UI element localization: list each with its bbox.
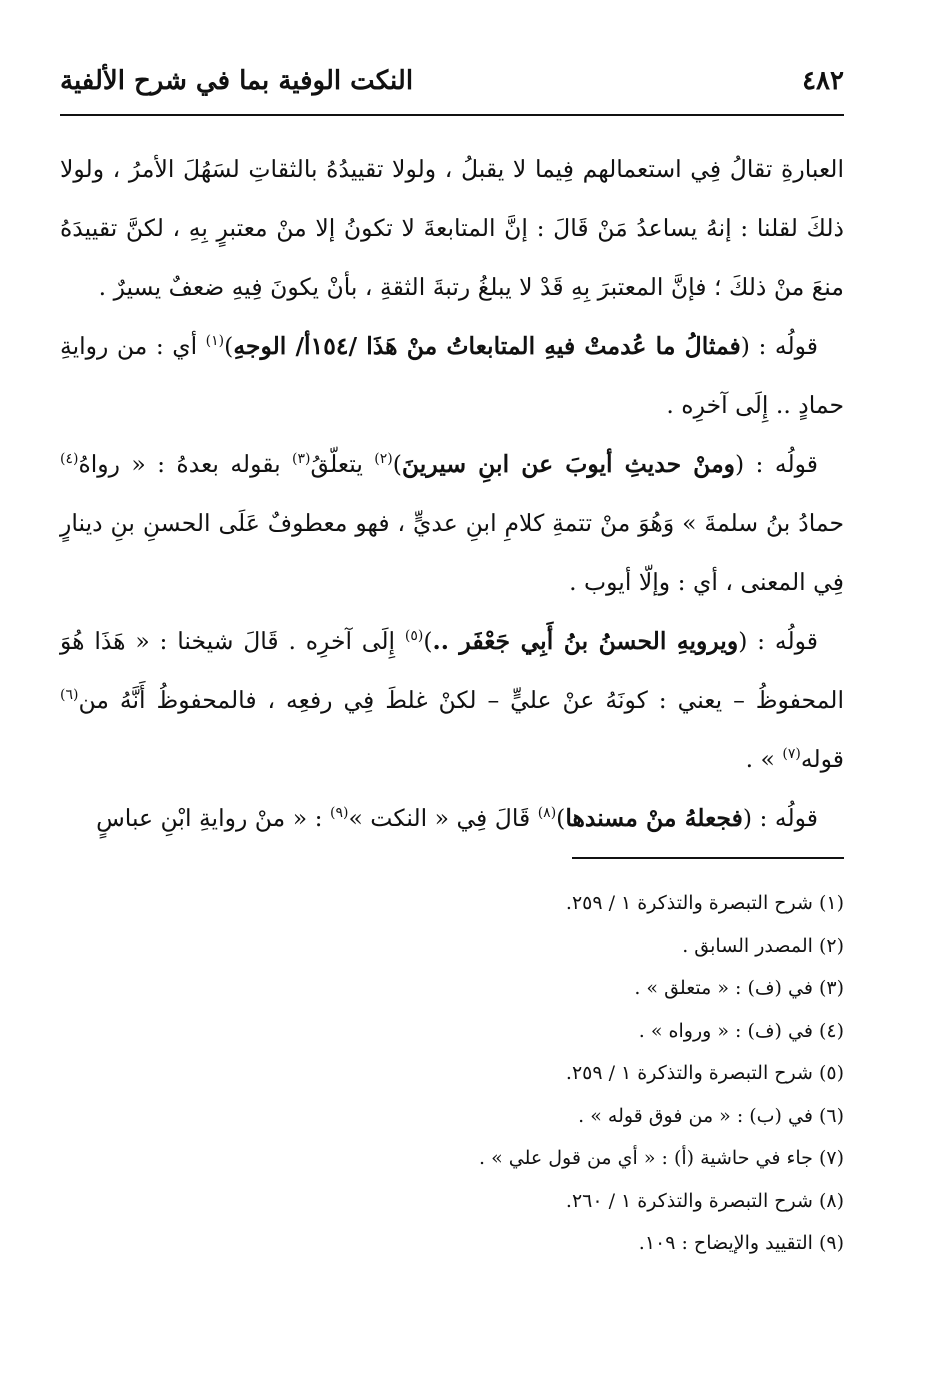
lemma-text: ومنْ حديثِ أيوبَ عن ابنِ سيرينَ [401, 450, 736, 478]
footnote-marker-6: (٦) [60, 687, 79, 704]
page-header [60, 62, 844, 106]
lemma-text: فمثالُ ما عُدمتْ فيهِ المتابعاتُ منْ هَذَا /١٥٤أ/ الوجهِ [233, 332, 741, 360]
footnote-number: (٣) [818, 977, 844, 999]
footnote-text: في (ب) : « من فوق قوله » . [578, 1104, 813, 1127]
lemma-intro: قولُه : ( [742, 804, 818, 832]
footnote [60, 1137, 844, 1180]
lemma-close: ) [224, 332, 234, 360]
footnote-text: شرح التبصرة والتذكرة ١ / ٢٥٩. [565, 892, 813, 914]
paragraph-5 [60, 789, 844, 848]
footnote [60, 882, 844, 925]
footnote-text: التقييد والإيضاح : ١٠٩. [638, 1232, 813, 1254]
footnotes [60, 882, 844, 1265]
paragraph-1: العبارةِ تقالُ فِي استعمالهم فِيما لا يقبلُ ، ولولا تقييدُهُ بالثقاتِ لسَهُلَ الأمرُ ، ولولا ذلكَ لقلنا : إنهُ يساعدُ مَنْ قَالَ : إنَّ المتابعةَ لا تكونُ إلا منْ معتبرٍ بِهِ ، لكنَّ تقييدَهُ منعَ منْ ذلكَ ؛ فإنَّ المعتبرَ بِهِ قَدْ لا يبلغُ رتبةَ الثقةِ ، بأنْ يكونَ فِيهِ ضعفٌ يسيرٌ . [60, 155, 844, 301]
paragraph-2 [60, 317, 844, 435]
footnote-text: في (ف) : « متعلق » . [634, 977, 813, 999]
footnote [60, 1180, 844, 1223]
footnote-number: (٩) [818, 1232, 844, 1254]
footnote-number: (٢) [818, 934, 844, 957]
footnote-marker-9: (٩) [329, 805, 349, 822]
footnote-text: جاء في حاشية (أ) : « أي من قول علي » . [478, 1147, 813, 1169]
footnote [60, 1222, 844, 1265]
footnote-marker-1: (١) [205, 333, 225, 350]
footnote-marker-7: (٧) [782, 746, 801, 763]
paragraph-text: إِلَى آخرِه . قَالَ شيخنا : « هَذَا هُوَ المحفوظُ – يعني : كونَهُ عنْ عليٍّ – لكنْ غلطَ فِي رفعِه ، فالمحفوظُ أَنَّهُ من [60, 627, 844, 714]
footnote-marker-4: (٤) [60, 451, 79, 468]
footnote [60, 1052, 844, 1095]
paragraph-text: يتعلّقُ [310, 450, 375, 478]
footnote-number: (٥) [818, 1062, 844, 1084]
lemma-close: ) [556, 804, 566, 832]
lemma-text: فجعلهُ منْ مسندها [565, 804, 743, 832]
header-rule [60, 114, 844, 116]
page-number: ٤٨٢ [802, 66, 844, 96]
paragraph-text: بقوله بعدهُ : « رواهُ [78, 450, 293, 478]
lemma-close: ) [423, 627, 433, 655]
footnote-marker-2: (٢) [374, 451, 393, 468]
footnote-number: (٤) [818, 1019, 844, 1042]
paragraph-text: حمادُ بنُ سلمةَ » وَهُوَ منْ تتمةِ كلامِ ابنِ عديٍّ ، فهو معطوفٌ عَلَى الحسنِ بنِ دينارٍ فِي المعنى ، أي : وإلّا أيوب . [60, 509, 844, 596]
main-text [60, 140, 844, 848]
lemma-intro: قولُه : ( [740, 332, 818, 360]
lemma-close: ) [392, 450, 402, 478]
paragraph-text: قوله [800, 745, 844, 773]
footnote-marker-5: (٥) [404, 628, 424, 645]
footnote-number: (١) [818, 892, 844, 914]
lemma-text: ويرويهِ الحسنُ بنُ أَبِي جَعْفَر .. [432, 627, 739, 655]
paragraph-text: : « منْ روايةِ ابْنِ عباسٍ [96, 804, 330, 832]
footnote-marker-3: (٣) [292, 451, 311, 468]
footnote-number: (٦) [818, 1104, 844, 1127]
footnote-text: المصدر السابق . [682, 934, 813, 957]
lemma-intro: قولُه : ( [735, 450, 818, 478]
footnote [60, 925, 844, 968]
footnote [60, 1010, 844, 1053]
footnote-text: شرح التبصرة والتذكرة ١ / ٢٥٩. [565, 1062, 813, 1084]
footnote-text: في (ف) : « ورواه » . [638, 1019, 813, 1042]
paragraph-text: قَالَ فِي « النكت » [348, 804, 538, 832]
footnote-number: (٧) [818, 1147, 844, 1169]
footnote-number: (٨) [818, 1189, 844, 1212]
footnote-marker-8: (٨) [537, 805, 557, 822]
lemma-intro: قولُه : ( [738, 627, 818, 655]
paragraph-4 [60, 612, 844, 789]
running-title: النكت الوفية بما في شرح الألفية [60, 66, 414, 96]
footnote [60, 967, 844, 1010]
paragraph-3 [60, 435, 844, 612]
footnote-rule [572, 857, 844, 859]
paragraph-text: » . [745, 745, 783, 773]
footnote [60, 1095, 844, 1138]
footnote-text: شرح التبصرة والتذكرة ١ / ٢٦٠. [565, 1189, 813, 1212]
paragraph-text: أي : من روايةِ حمادٍ .. إِلَى آخرِه . [60, 332, 844, 419]
